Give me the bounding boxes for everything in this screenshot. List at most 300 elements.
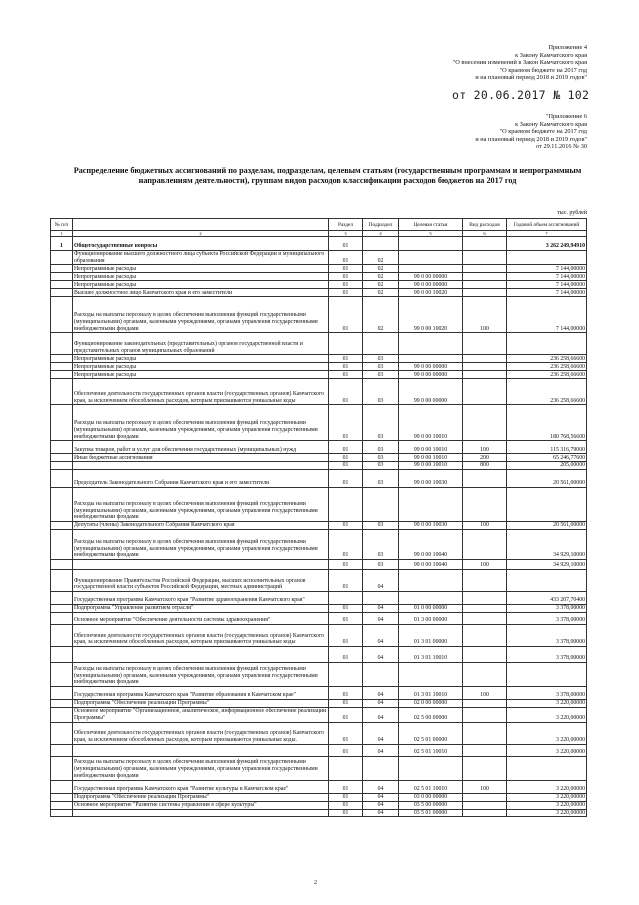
row-amount: 3 220,00000 bbox=[507, 801, 587, 809]
row-num bbox=[51, 371, 73, 379]
row-amount: 3 262 249,94910 bbox=[507, 237, 587, 251]
row-amount: 3 378,00000 bbox=[507, 625, 587, 647]
row-amount: 180 768,56600 bbox=[507, 405, 587, 441]
row-section: 01 bbox=[329, 625, 363, 647]
row-num bbox=[51, 605, 73, 613]
row-num bbox=[51, 355, 73, 363]
row-section: 01 bbox=[329, 454, 363, 462]
row-section: 01 bbox=[329, 405, 363, 441]
table-row bbox=[51, 488, 587, 522]
row-expense-type bbox=[463, 793, 507, 801]
row-amount: 7 144,00000 bbox=[507, 297, 587, 333]
header-line: и на плановый период 2018 и 2019 годов" bbox=[475, 135, 587, 143]
row-expense-type bbox=[463, 722, 507, 744]
row-subsection: 02 bbox=[363, 289, 399, 297]
table-row bbox=[51, 251, 587, 265]
row-target-article: 01 3 01 10010 bbox=[399, 687, 463, 700]
row-expense-type: 100 bbox=[463, 522, 507, 530]
row-target-article: 01 3 01 00000 bbox=[399, 625, 463, 647]
row-section: 01 bbox=[329, 801, 363, 809]
row-expense-type bbox=[463, 470, 507, 488]
row-num bbox=[51, 379, 73, 405]
header-line: "Приложение 6 bbox=[545, 113, 587, 120]
row-target-article: 01 0 00 00000 bbox=[399, 605, 463, 613]
row-amount: 3 220,00000 bbox=[507, 744, 587, 756]
row-amount bbox=[507, 663, 587, 687]
row-name: Подпрограмма "Обеспечение реализации Программы" bbox=[73, 700, 329, 708]
row-target-article: 03 5 00 00000 bbox=[399, 801, 463, 809]
row-subsection: 03 bbox=[363, 405, 399, 441]
table-row bbox=[51, 625, 587, 647]
row-subsection: 03 bbox=[363, 363, 399, 371]
row-target-article bbox=[399, 265, 463, 273]
row-amount: 433 207,70400 bbox=[507, 592, 587, 605]
table-row bbox=[51, 605, 587, 613]
row-expense-type bbox=[463, 273, 507, 281]
table-row bbox=[51, 355, 587, 363]
row-name: Обеспечение деятельности государственных органов власти (государственных органов) Камчатского края, за исключением обособленных расходов, которым присваиваются уникальные коды bbox=[73, 379, 329, 405]
row-target-article: 02 5 01 00000 bbox=[399, 722, 463, 744]
row-name: Непрограммные расходы bbox=[73, 371, 329, 379]
row-name: Государственная программа Камчатского края "Развитие культуры в Камчатском крае" bbox=[73, 780, 329, 793]
row-name: Общегосударственные вопросы bbox=[73, 237, 329, 251]
row-num bbox=[51, 333, 73, 355]
row-expense-type bbox=[463, 613, 507, 625]
row-section: 01 bbox=[329, 605, 363, 613]
row-expense-type bbox=[463, 530, 507, 560]
row-name: Высшее должностное лицо Камчатского края и его заместители bbox=[73, 289, 329, 297]
row-num bbox=[51, 560, 73, 570]
row-name bbox=[73, 462, 329, 470]
row-num: 1 bbox=[51, 237, 73, 251]
col-number: 1 bbox=[51, 231, 73, 237]
row-num bbox=[51, 793, 73, 801]
row-section: 01 bbox=[329, 809, 363, 817]
table-row bbox=[51, 663, 587, 687]
col-header-num: № п/п bbox=[51, 219, 73, 231]
row-amount: 205,00000 bbox=[507, 462, 587, 470]
table-row bbox=[51, 454, 587, 462]
row-name bbox=[73, 809, 329, 817]
table-row bbox=[51, 530, 587, 560]
row-num bbox=[51, 265, 73, 273]
row-name: Подпрограмма "Обеспечение реализации Программы" bbox=[73, 793, 329, 801]
table-row bbox=[51, 793, 587, 801]
row-subsection: 02 bbox=[363, 297, 399, 333]
header-line: Приложение 4 bbox=[548, 44, 587, 51]
table-row bbox=[51, 470, 587, 488]
row-subsection: 03 bbox=[363, 462, 399, 470]
row-amount: 20 561,00000 bbox=[507, 470, 587, 488]
row-subsection: 03 bbox=[363, 355, 399, 363]
header-line: "О краевом бюджете на 2017 год bbox=[499, 128, 587, 136]
document-title: Распределение бюджетных ассигнований по разделам, подразделам, целевым статьям (государственным программам и непрограммным направлениям деятельности), группам видов расходов классификации расходов бюджетов на 2017 год bbox=[73, 166, 582, 185]
table-row bbox=[51, 687, 587, 700]
row-target-article: 02 0 00 00000 bbox=[399, 700, 463, 708]
row-name: Функционирование законодательных (представительных) органов государственной власти и представительных органов муниципальных образований bbox=[73, 333, 329, 355]
row-target-article: 99 0 00 10010 bbox=[399, 405, 463, 441]
row-num bbox=[51, 470, 73, 488]
row-subsection bbox=[363, 237, 399, 251]
row-expense-type bbox=[463, 355, 507, 363]
row-expense-type bbox=[463, 237, 507, 251]
row-subsection: 03 bbox=[363, 560, 399, 570]
row-amount: 3 378,00000 bbox=[507, 605, 587, 613]
row-amount: 236 258,66600 bbox=[507, 355, 587, 363]
row-subsection: 04 bbox=[363, 570, 399, 592]
row-section: 01 bbox=[329, 522, 363, 530]
row-amount: 7 144,00000 bbox=[507, 281, 587, 289]
row-section bbox=[329, 488, 363, 522]
row-section bbox=[329, 756, 363, 780]
appendix-header-second bbox=[475, 113, 587, 151]
row-expense-type bbox=[463, 265, 507, 273]
row-subsection: 03 bbox=[363, 371, 399, 379]
table-row bbox=[51, 237, 587, 251]
unit-label: тыс. рублей bbox=[557, 210, 587, 216]
row-section: 01 bbox=[329, 371, 363, 379]
row-name: Непрограммные расходы bbox=[73, 273, 329, 281]
row-target-article: 99 0 00 00000 bbox=[399, 363, 463, 371]
header-line: и на плановый период 2018 и 2019 годов" bbox=[475, 74, 587, 82]
row-target-article: 03 0 00 00000 bbox=[399, 793, 463, 801]
row-subsection: 03 bbox=[363, 454, 399, 462]
row-section: 01 bbox=[329, 462, 363, 470]
row-target-article: 99 0 00 00000 bbox=[399, 273, 463, 281]
row-amount: 34 929,10000 bbox=[507, 530, 587, 560]
table-row bbox=[51, 647, 587, 663]
row-expense-type bbox=[463, 405, 507, 441]
row-name: Основное мероприятие "Развитие системы управления в сфере культуры" bbox=[73, 801, 329, 809]
row-section: 01 bbox=[329, 613, 363, 625]
row-num bbox=[51, 522, 73, 530]
col-header-annual-amount: Годовой объем ассигнований bbox=[507, 219, 587, 231]
row-name: Расходы на выплаты персоналу в целях обеспечения выполнения функций государственными (муниципальными) органами, казенными учреждениями, органами управления государственными внебюджетными фондами bbox=[73, 405, 329, 441]
row-subsection: 03 bbox=[363, 470, 399, 488]
row-name: Закупка товаров, работ и услуг для обеспечения государственных (муниципальных) нужд bbox=[73, 441, 329, 454]
row-target-article bbox=[399, 355, 463, 363]
row-expense-type bbox=[463, 647, 507, 663]
row-expense-type bbox=[463, 371, 507, 379]
row-num bbox=[51, 281, 73, 289]
row-section: 01 bbox=[329, 570, 363, 592]
table-row bbox=[51, 273, 587, 281]
row-name: Депутаты (члены) Законодательного Собрания Камчатского края bbox=[73, 522, 329, 530]
row-subsection: 04 bbox=[363, 780, 399, 793]
row-expense-type: 100 bbox=[463, 560, 507, 570]
row-section bbox=[329, 333, 363, 355]
col-number: 4 bbox=[363, 231, 399, 237]
row-expense-type: 200 bbox=[463, 454, 507, 462]
row-section: 01 bbox=[329, 273, 363, 281]
table-row bbox=[51, 613, 587, 625]
row-name: Государственная программа Камчатского края "Развитие здравоохранения Камчатского края" bbox=[73, 592, 329, 605]
row-target-article: 02 5 00 00000 bbox=[399, 708, 463, 722]
row-subsection: 04 bbox=[363, 613, 399, 625]
row-subsection bbox=[363, 333, 399, 355]
table-row bbox=[51, 281, 587, 289]
row-expense-type bbox=[463, 663, 507, 687]
row-num bbox=[51, 570, 73, 592]
row-target-article: 03 5 01 00000 bbox=[399, 809, 463, 817]
row-name: Расходы на выплаты персоналу в целях обеспечения выполнения функций государственными (муниципальными) органами, казенными учреждениями, органами управления государственными внебюджетными фондами bbox=[73, 488, 329, 522]
header-line: от 29.11.2016 № 30 bbox=[536, 143, 587, 151]
table-row bbox=[51, 405, 587, 441]
row-subsection: 04 bbox=[363, 801, 399, 809]
table-row bbox=[51, 333, 587, 355]
row-amount bbox=[507, 488, 587, 522]
col-number: 6 bbox=[463, 231, 507, 237]
row-subsection: 04 bbox=[363, 809, 399, 817]
row-num bbox=[51, 809, 73, 817]
row-name: Расходы на выплаты персоналу в целях обеспечения выполнения функций государственными (муниципальными) органами, казенными учреждениями, органами управления государственными внебюджетными фондами bbox=[73, 297, 329, 333]
row-section: 01 bbox=[329, 744, 363, 756]
row-num bbox=[51, 663, 73, 687]
row-subsection: 02 bbox=[363, 265, 399, 273]
row-target-article: 99 0 00 10040 bbox=[399, 530, 463, 560]
row-name: Расходы на выплаты персоналу в целях обеспечения выполнения функций государственными (муниципальными) органами, казенными учреждениями, органами управления государственными внебюджетными фондами bbox=[73, 663, 329, 687]
table-row bbox=[51, 363, 587, 371]
row-amount: 3 220,00000 bbox=[507, 793, 587, 801]
row-expense-type bbox=[463, 333, 507, 355]
row-amount: 3 378,00000 bbox=[507, 687, 587, 700]
table-row bbox=[51, 560, 587, 570]
row-expense-type bbox=[463, 289, 507, 297]
row-name: Обеспечение деятельности государственных органов власти (государственных органов) Камчатского края, за исключением обособленных расходов, которым присваиваются уникальные коды. bbox=[73, 722, 329, 744]
table-row bbox=[51, 592, 587, 605]
row-subsection: 02 bbox=[363, 273, 399, 281]
row-target-article bbox=[399, 756, 463, 780]
row-target-article: 99 0 00 10030 bbox=[399, 470, 463, 488]
col-header-expense-type: Вид расходов bbox=[463, 219, 507, 231]
row-name: Непрограммные расходы bbox=[73, 363, 329, 371]
row-target-article bbox=[399, 251, 463, 265]
row-subsection: 04 bbox=[363, 793, 399, 801]
row-amount: 3 220,00000 bbox=[507, 722, 587, 744]
row-name: Расходы на выплаты персоналу в целях обеспечения выполнения функций государственными (муниципальными) органами, казенными учреждениями, органами управления государственными внебюджетными фондами bbox=[73, 530, 329, 560]
table-row bbox=[51, 744, 587, 756]
table-row bbox=[51, 379, 587, 405]
row-name: Обеспечение деятельности государственных органов власти (государственных органов) Камчатского края, за исключением обособленных расходов, которым присваиваются уникальные коды bbox=[73, 625, 329, 647]
row-target-article: 01 3 00 00000 bbox=[399, 613, 463, 625]
row-target-article: 99 0 00 10040 bbox=[399, 560, 463, 570]
row-amount bbox=[507, 570, 587, 592]
page-number: 2 bbox=[314, 880, 317, 886]
row-expense-type bbox=[463, 744, 507, 756]
row-section: 01 bbox=[329, 237, 363, 251]
row-name: Непрограммные расходы bbox=[73, 355, 329, 363]
row-subsection: 02 bbox=[363, 281, 399, 289]
row-section: 01 bbox=[329, 687, 363, 700]
row-target-article bbox=[399, 570, 463, 592]
row-section: 01 bbox=[329, 355, 363, 363]
table-row bbox=[51, 265, 587, 273]
row-num bbox=[51, 251, 73, 265]
header-line: "О внесении изменений в Закон Камчатского края bbox=[452, 59, 587, 67]
row-amount: 115 316,79000 bbox=[507, 441, 587, 454]
row-name: Председатель Законодательного Собрания Камчатского края и его заместители bbox=[73, 470, 329, 488]
row-target-article: 99 0 00 10010 bbox=[399, 454, 463, 462]
row-amount: 236 258,66600 bbox=[507, 379, 587, 405]
row-name: Основное мероприятие "Организационное, аналитическое, информационное обеспечение реализации Программы" bbox=[73, 708, 329, 722]
row-amount: 3 220,00000 bbox=[507, 809, 587, 817]
row-num bbox=[51, 613, 73, 625]
row-subsection bbox=[363, 592, 399, 605]
row-section: 01 bbox=[329, 281, 363, 289]
row-target-article: 02 5 01 10010 bbox=[399, 780, 463, 793]
row-section bbox=[329, 663, 363, 687]
col-number: 3 bbox=[329, 231, 363, 237]
row-amount: 20 561,00000 bbox=[507, 522, 587, 530]
row-name: Государственная программа Камчатского края "Развитие образования в Камчатском крае" bbox=[73, 687, 329, 700]
row-num bbox=[51, 441, 73, 454]
row-num bbox=[51, 297, 73, 333]
row-num bbox=[51, 647, 73, 663]
row-num bbox=[51, 363, 73, 371]
col-header-subsection: Подраздел bbox=[363, 219, 399, 231]
row-section: 01 bbox=[329, 722, 363, 744]
row-target-article: 99 0 00 00000 bbox=[399, 371, 463, 379]
row-expense-type: 100 bbox=[463, 441, 507, 454]
header-line: "О краевом бюджете на 2017 год bbox=[499, 66, 587, 74]
row-subsection bbox=[363, 756, 399, 780]
row-target-article bbox=[399, 488, 463, 522]
row-num bbox=[51, 530, 73, 560]
row-target-article: 99 0 00 00000 bbox=[399, 379, 463, 405]
row-section: 01 bbox=[329, 379, 363, 405]
row-expense-type: 100 bbox=[463, 297, 507, 333]
row-target-article: 99 0 00 10020 bbox=[399, 289, 463, 297]
col-number: 7 bbox=[507, 231, 587, 237]
row-amount: 3 220,00000 bbox=[507, 708, 587, 722]
col-header-name bbox=[73, 219, 329, 231]
row-num bbox=[51, 744, 73, 756]
row-amount: 3 378,00000 bbox=[507, 647, 587, 663]
row-section: 01 bbox=[329, 297, 363, 333]
row-expense-type bbox=[463, 570, 507, 592]
row-expense-type bbox=[463, 708, 507, 722]
row-expense-type: 100 bbox=[463, 780, 507, 793]
row-expense-type bbox=[463, 488, 507, 522]
row-section: 01 bbox=[329, 265, 363, 273]
row-target-article: 99 0 00 00000 bbox=[399, 281, 463, 289]
header-line: к Закону Камчатского края bbox=[515, 120, 587, 128]
row-name bbox=[73, 744, 329, 756]
row-amount: 236 258,66600 bbox=[507, 371, 587, 379]
budget-table-body bbox=[51, 237, 587, 817]
row-expense-type bbox=[463, 605, 507, 613]
table-row bbox=[51, 522, 587, 530]
row-expense-type bbox=[463, 700, 507, 708]
row-name: Функционирование высшего должностного лица субъекта Российской Федерации и муниципального образования bbox=[73, 251, 329, 265]
row-expense-type bbox=[463, 809, 507, 817]
col-header-section: Раздел bbox=[329, 219, 363, 231]
row-section: 01 bbox=[329, 289, 363, 297]
row-section: 01 bbox=[329, 647, 363, 663]
row-section: 01 bbox=[329, 470, 363, 488]
table-row bbox=[51, 289, 587, 297]
row-amount: 236 258,66600 bbox=[507, 363, 587, 371]
row-expense-type: 100 bbox=[463, 687, 507, 700]
row-target-article bbox=[399, 333, 463, 355]
row-section: 01 bbox=[329, 708, 363, 722]
row-expense-type: 800 bbox=[463, 462, 507, 470]
row-amount bbox=[507, 251, 587, 265]
table-row bbox=[51, 297, 587, 333]
row-expense-type bbox=[463, 801, 507, 809]
row-expense-type bbox=[463, 379, 507, 405]
row-name: Подпрограмма "Управление развитием отрасли" bbox=[73, 605, 329, 613]
row-name: Иные бюджетные ассигнования bbox=[73, 454, 329, 462]
row-subsection: 04 bbox=[363, 700, 399, 708]
row-expense-type bbox=[463, 281, 507, 289]
row-target-article: 02 5 01 10010 bbox=[399, 744, 463, 756]
row-subsection: 04 bbox=[363, 744, 399, 756]
col-number: 2 bbox=[73, 231, 329, 237]
row-num bbox=[51, 722, 73, 744]
row-amount: 34 929,10000 bbox=[507, 560, 587, 570]
row-name bbox=[73, 560, 329, 570]
row-target-article: 99 0 00 10010 bbox=[399, 441, 463, 454]
date-stamp: от 20.06.2017 № 102 bbox=[452, 88, 590, 102]
row-expense-type bbox=[463, 625, 507, 647]
row-amount: 7 144,00000 bbox=[507, 265, 587, 273]
row-num bbox=[51, 592, 73, 605]
row-amount: 3 378,00000 bbox=[507, 613, 587, 625]
table-row bbox=[51, 371, 587, 379]
row-expense-type bbox=[463, 363, 507, 371]
row-subsection: 04 bbox=[363, 625, 399, 647]
row-name: Расходы на выплаты персоналу в целях обеспечения выполнения функций государственными (муниципальными) органами, казенными учреждениями, органами управления государственными внебюджетными фондами bbox=[73, 756, 329, 780]
row-expense-type bbox=[463, 592, 507, 605]
row-target-article: 99 0 00 10020 bbox=[399, 297, 463, 333]
table-row bbox=[51, 441, 587, 454]
row-name: Функционирование Правительства Российской Федерации, высших исполнительных органов государственной власти субъектов Российской Федерации, местных администраций bbox=[73, 570, 329, 592]
row-target-article: 99 0 00 10010 bbox=[399, 462, 463, 470]
row-num bbox=[51, 801, 73, 809]
row-amount: 3 220,00000 bbox=[507, 780, 587, 793]
row-amount bbox=[507, 756, 587, 780]
row-name: Основное мероприятие "Обеспечение деятельности системы здравоохранения" bbox=[73, 613, 329, 625]
row-subsection: 04 bbox=[363, 722, 399, 744]
table-row bbox=[51, 570, 587, 592]
row-section: 01 bbox=[329, 530, 363, 560]
row-num bbox=[51, 700, 73, 708]
table-row bbox=[51, 722, 587, 744]
row-section: 01 bbox=[329, 780, 363, 793]
row-name bbox=[73, 647, 329, 663]
row-subsection: 04 bbox=[363, 605, 399, 613]
table-row bbox=[51, 809, 587, 817]
row-target-article bbox=[399, 663, 463, 687]
row-section: 01 bbox=[329, 560, 363, 570]
row-amount: 7 144,00000 bbox=[507, 273, 587, 281]
row-subsection: 04 bbox=[363, 687, 399, 700]
table-row bbox=[51, 708, 587, 722]
table-row bbox=[51, 801, 587, 809]
row-num bbox=[51, 454, 73, 462]
row-target-article bbox=[399, 592, 463, 605]
row-target-article: 99 0 00 10030 bbox=[399, 522, 463, 530]
row-expense-type bbox=[463, 251, 507, 265]
row-num bbox=[51, 488, 73, 522]
table-row bbox=[51, 462, 587, 470]
row-num bbox=[51, 780, 73, 793]
col-number: 5 bbox=[399, 231, 463, 237]
row-amount: 3 220,00000 bbox=[507, 700, 587, 708]
row-subsection bbox=[363, 488, 399, 522]
row-num bbox=[51, 625, 73, 647]
